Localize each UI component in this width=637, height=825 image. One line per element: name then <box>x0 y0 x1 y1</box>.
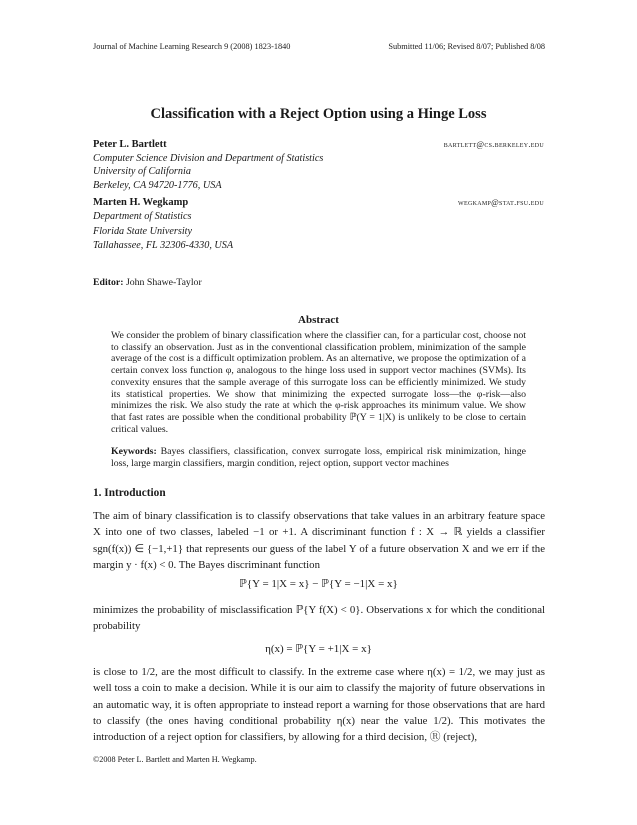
affiliation-line: University of California <box>93 166 191 178</box>
section-heading: 1. Introduction <box>93 487 166 499</box>
paper-title: Classification with a Reject Option using a Hinge Loss <box>150 106 487 122</box>
editor-line <box>93 277 202 288</box>
editor-name: John Shawe-Taylor <box>125 277 202 288</box>
editor-label: Editor: <box>93 277 124 288</box>
author-affiliation-1 <box>93 152 323 192</box>
equation-conditional-probability: η(x) = ℙ{Y = +1|X = x} <box>265 643 372 655</box>
author-name-2: Marten H. Wegkamp <box>93 197 189 208</box>
keywords-list: Bayes classifiers, classification, convex surrogate loss, empirical risk minimization, hinge loss, large margin classifiers, margin condition, reject option, support vector machines <box>111 446 526 469</box>
affiliation-line: Tallahassee, FL 32306-4330, USA <box>93 240 234 251</box>
affiliation-line: Department of Statistics <box>93 211 192 222</box>
journal-header: Journal of Machine Learning Research 9 (2008) 1823-1840 <box>93 42 291 51</box>
author-email-2: wegkamp@stat.fsu.edu <box>458 198 544 207</box>
copyright-footer: ©2008 Peter L. Bartlett and Marten H. Wegkamp. <box>93 755 257 764</box>
abstract-text: We consider the problem of binary classification where the classifier can, for a particular cost, choose not to classify an observation. Just as in the conventional classification problem, minimization of the sample average of the cost is a difficult optimization problem. As an alternative, we propose the optimization of a certain convex loss function φ, analogous to the hinge loss used in support vector machines (SVMs). Its convexity ensures that the sample average of this surrogate loss can be efficiently minimized. We study its statistical properties. We show that minimizing the expected surrogate loss—the φ-risk—also minimizes the risk. We also study the rate at which the φ-risk approaches its minimum value. We show that fast rates are possible when the conditional probability ℙ(Y = 1|X) is unlikely to be close to certain critical values. <box>111 330 526 435</box>
keywords-label: Keywords: <box>111 446 157 457</box>
author-email-1: bartlett@cs.berkeley.edu <box>443 140 544 149</box>
author-affiliation-2 <box>93 210 233 254</box>
submission-dates: Submitted 11/06; Revised 8/07; Published 8/08 <box>388 42 545 51</box>
keywords <box>111 446 526 469</box>
intro-paragraph-1: The aim of binary classification is to classify observations that take values in an arbitrary feature space X into one of two classes, labeled −1 or +1. A discriminant function f : X → ℝ yields a classifier sgn(f(x)) ∈ {−1,+1} that represents our guess of the label Y of a future observation X and we err if the margin y · f(x) < 0. The Bayes discriminant function <box>93 510 545 571</box>
equation-bayes-discriminant: ℙ{Y = 1|X = x} − ℙ{Y = −1|X = x} <box>239 578 398 590</box>
abstract-heading: Abstract <box>298 314 339 326</box>
affiliation-line: Florida State University <box>93 225 193 237</box>
intro-paragraph-3: is close to 1/2, are the most difficult to classify. In the extreme case where η(x) = 1/2, we may just as well toss a coin to make a decision. While it is our aim to classify the majority of future observations in an automatic way, it is often appropriate to instead report a warning for those observations that are hard to classify (the ones having conditional probability η(x) near the value 1/2). This motivates the introduction of a reject option for classifiers, by allowing for a third decision, Ⓡ (reject), <box>93 666 545 744</box>
author-name-1: Peter L. Bartlett <box>93 139 167 150</box>
affiliation-line: Computer Science Division and Department of Statistics <box>93 153 324 164</box>
intro-paragraph-2: minimizes the probability of misclassification ℙ{Y f(X) < 0}. Observations x for which the conditional probability <box>93 604 545 633</box>
affiliation-line: Berkeley, CA 94720-1776, USA <box>93 179 222 191</box>
